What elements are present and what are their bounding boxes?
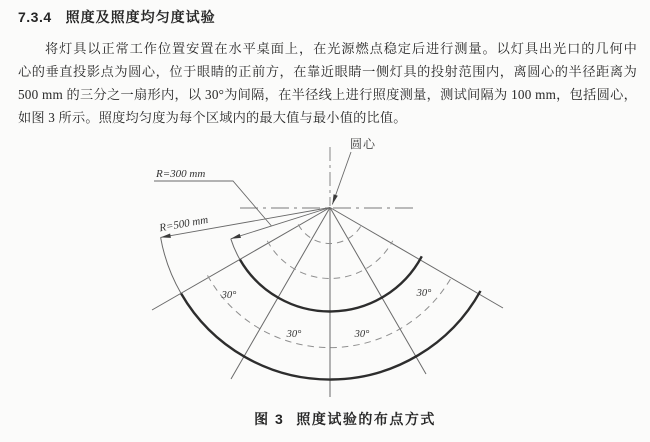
center-label: 圆心: [350, 137, 377, 151]
paragraph-line: 如图 3 所示。照度均匀度为每个区域内的最大值与最小值的比值。: [18, 110, 407, 125]
paragraph-line: 500 mm 的三分之一扇形内，以 30°为间隔，在半径线上进行照度测量，测试间隔为 100 mm，包括圆心，: [18, 87, 637, 102]
paragraph-line: 心的垂直投影点为圆心，位于眼睛的正前方，在靠近眼睛一侧灯具的投射范围内，离圆心的半径距离为: [18, 64, 637, 79]
angle-label: 30°: [354, 329, 370, 340]
figure-caption: [40, 409, 650, 429]
section-title: 照度及照度均匀度试验: [65, 9, 216, 25]
section-number: 7.3.4: [18, 9, 52, 25]
r300-label: R=300 mm: [156, 168, 206, 180]
radial-plus30deg: [330, 208, 426, 375]
solid-arcs: [181, 256, 480, 379]
arrowhead-r500-icon: [161, 234, 171, 238]
figure-caption-label: 图 3: [254, 411, 285, 427]
arc-300mm-extension: [231, 239, 240, 260]
radial-minus30deg: [231, 208, 330, 380]
centerlines: [240, 147, 415, 208]
radial-lines: [152, 208, 503, 398]
arc-500mm: [181, 291, 480, 380]
paragraph-line: 将灯具以正常工作位置安置在水平桌面上，在光源燃点稳定后进行测量。以灯具出光口的几何中: [45, 41, 637, 56]
arc-500mm-extension: [161, 237, 182, 293]
center-callout: [332, 137, 376, 205]
angle-label: 30°: [416, 288, 432, 299]
arc-extensions: [161, 237, 240, 293]
figure-caption-title: 照度试验的布点方式: [296, 411, 436, 427]
angle-label: 30°: [221, 290, 237, 301]
arrowhead-center-icon: [332, 194, 338, 204]
arc-300mm: [240, 256, 422, 311]
angle-label: 30°: [286, 329, 302, 340]
r500-label: R=500 mm: [158, 213, 210, 235]
angle-labels: [221, 288, 433, 340]
arrowhead-r300-icon: [231, 234, 241, 239]
